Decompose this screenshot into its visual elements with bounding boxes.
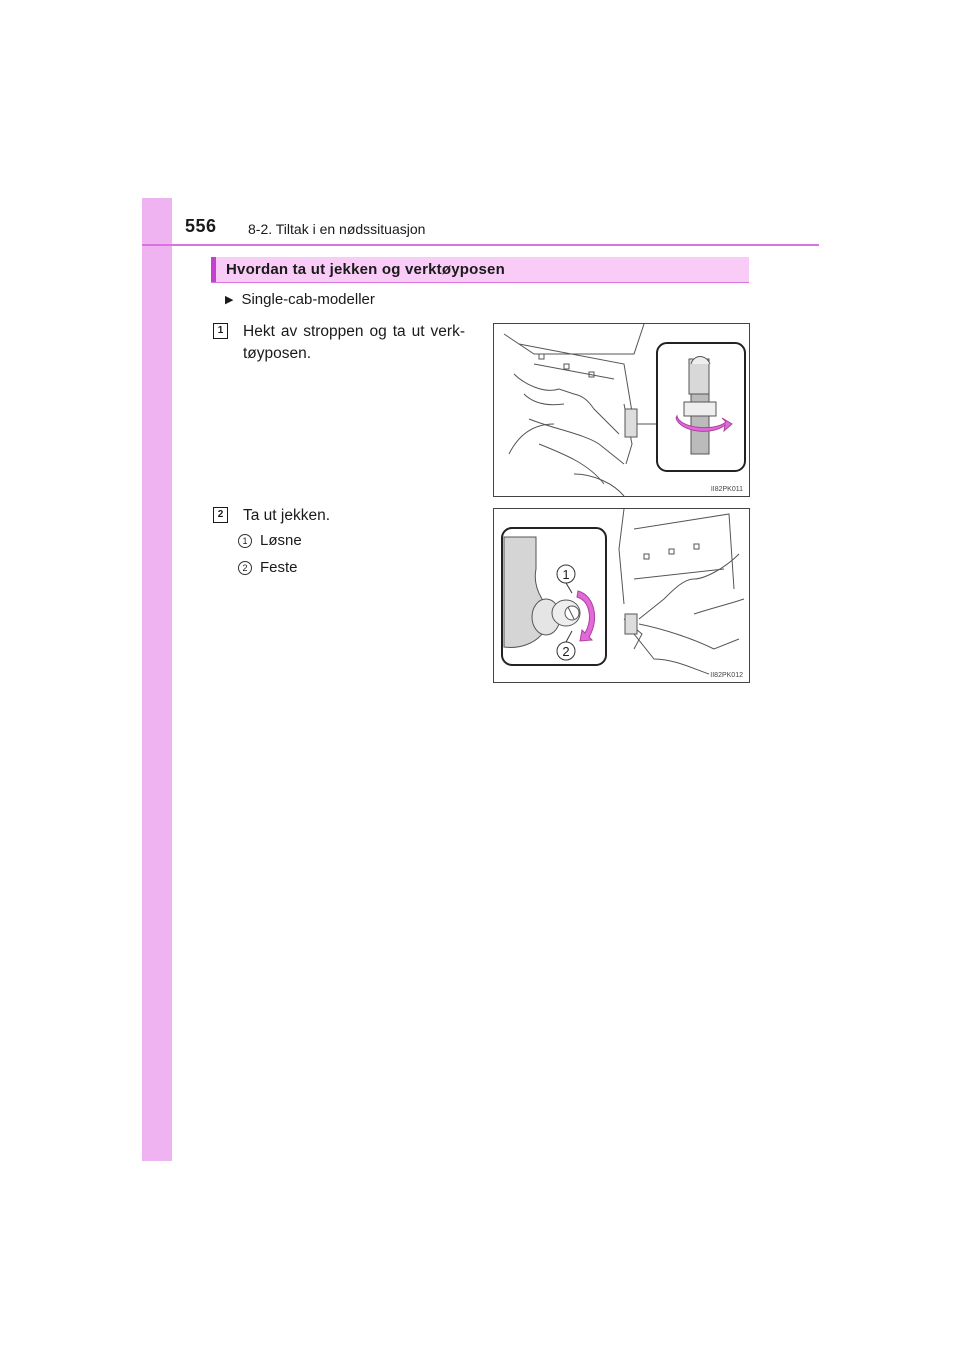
step-2-text: Ta ut jekken. <box>243 507 331 524</box>
substep-badge-2: 2 <box>238 561 252 575</box>
step-badge-1: 1 <box>213 323 228 339</box>
figure-1-code: II82PK011 <box>710 486 743 493</box>
figure-2-code: II82PK012 <box>710 672 743 679</box>
substep-badge-1: 1 <box>238 534 252 548</box>
header-rule <box>142 244 819 246</box>
callout-2: 2 <box>562 644 570 659</box>
illustration-strap-release <box>494 324 751 498</box>
section-title: Hvordan ta ut jekken og verktøyposen <box>226 261 505 278</box>
substep-1-label: Løsne <box>260 532 302 549</box>
triangle-bullet-icon: ▶ <box>225 294 234 306</box>
figure-1 <box>493 323 750 497</box>
step-badge-2: 2 <box>213 507 228 523</box>
section-header <box>211 257 749 283</box>
page-number: 556 <box>185 216 217 236</box>
chapter-title: 8-2. Tiltak i en nødssituasjon <box>248 221 426 237</box>
variant-label: Single-cab-modeller <box>241 291 375 308</box>
variant-heading <box>225 291 375 308</box>
side-band <box>142 198 172 1161</box>
callout-1: 1 <box>562 567 570 582</box>
substep-2-label: Feste <box>260 559 298 576</box>
illustration-jack-loosen <box>494 509 751 684</box>
figure-2 <box>493 508 750 683</box>
step-1-text <box>243 321 465 365</box>
step-1-line-1: Hekt av stroppen og ta ut verk- <box>243 323 465 340</box>
step-1-line-2: tøyposen. <box>243 345 312 362</box>
